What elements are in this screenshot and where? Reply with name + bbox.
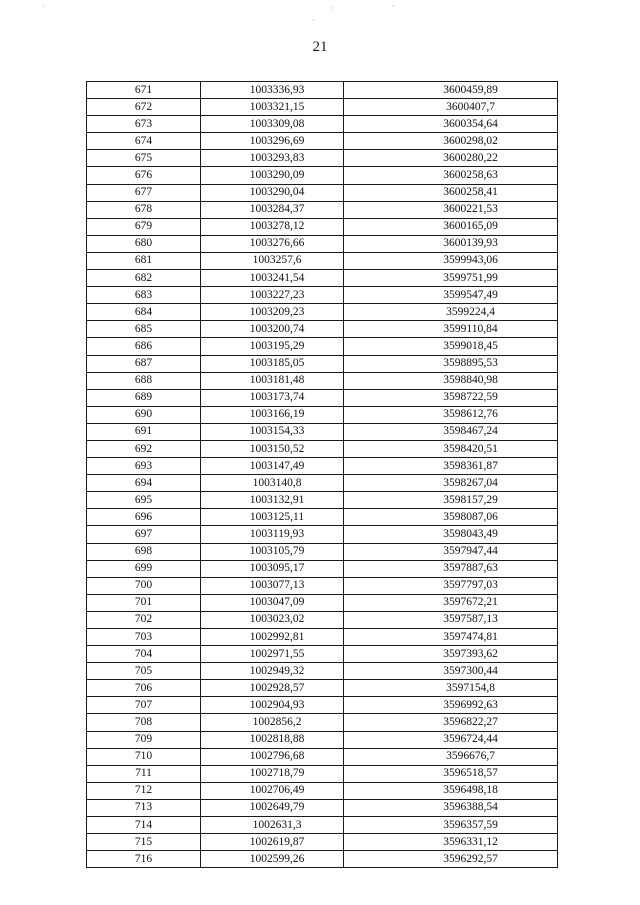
- table-row: [87, 509, 558, 526]
- y-coordinate-cell: 3598361,87: [344, 458, 558, 475]
- scan-artifact: ·: [330, 4, 333, 13]
- point-number-cell: 697: [87, 526, 201, 543]
- table-row: [87, 133, 558, 150]
- point-number-cell: 694: [87, 475, 201, 492]
- point-number-cell: 700: [87, 577, 201, 594]
- point-number-cell: 701: [87, 594, 201, 611]
- table-row: [87, 748, 558, 765]
- y-coordinate-cell: 3599751,99: [344, 270, 558, 287]
- y-coordinate-cell: 3596992,63: [344, 697, 558, 714]
- x-coordinate-cell: 1003132,91: [201, 492, 344, 509]
- table-row: [87, 270, 558, 287]
- x-coordinate-cell: 1003290,04: [201, 184, 344, 201]
- table-row: [87, 458, 558, 475]
- point-number-cell: 681: [87, 252, 201, 269]
- x-coordinate-cell: 1003276,66: [201, 235, 344, 252]
- x-coordinate-cell: 1003023,02: [201, 611, 344, 628]
- point-number-cell: 713: [87, 799, 201, 816]
- x-coordinate-cell: 1002649,79: [201, 799, 344, 816]
- x-coordinate-cell: 1002928,57: [201, 680, 344, 697]
- x-coordinate-cell: 1003147,49: [201, 458, 344, 475]
- y-coordinate-cell: 3600258,63: [344, 167, 558, 184]
- coordinates-table: [86, 81, 558, 868]
- point-number-cell: 685: [87, 321, 201, 338]
- x-coordinate-cell: 1003290,09: [201, 167, 344, 184]
- y-coordinate-cell: 3600298,02: [344, 133, 558, 150]
- point-number-cell: 676: [87, 167, 201, 184]
- point-number-cell: 683: [87, 287, 201, 304]
- x-coordinate-cell: 1002631,3: [201, 817, 344, 834]
- point-number-cell: 702: [87, 611, 201, 628]
- table-row: [87, 663, 558, 680]
- x-coordinate-cell: 1002904,93: [201, 697, 344, 714]
- x-coordinate-cell: 1003140,8: [201, 475, 344, 492]
- y-coordinate-cell: 3596518,57: [344, 765, 558, 782]
- x-coordinate-cell: 1003119,93: [201, 526, 344, 543]
- point-number-cell: 693: [87, 458, 201, 475]
- table-row: [87, 304, 558, 321]
- y-coordinate-cell: 3599943,06: [344, 252, 558, 269]
- table-row: [87, 389, 558, 406]
- point-number-cell: 672: [87, 99, 201, 116]
- x-coordinate-cell: 1002619,87: [201, 834, 344, 851]
- scan-artifact: ·: [312, 16, 315, 25]
- point-number-cell: 715: [87, 834, 201, 851]
- y-coordinate-cell: 3598895,53: [344, 355, 558, 372]
- y-coordinate-cell: 3597154,8: [344, 680, 558, 697]
- y-coordinate-cell: 3597947,44: [344, 543, 558, 560]
- y-coordinate-cell: 3600354,64: [344, 116, 558, 133]
- y-coordinate-cell: 3596676,7: [344, 748, 558, 765]
- x-coordinate-cell: 1003293,83: [201, 150, 344, 167]
- point-number-cell: 680: [87, 235, 201, 252]
- table-row: [87, 714, 558, 731]
- table-row: [87, 252, 558, 269]
- y-coordinate-cell: 3597797,03: [344, 577, 558, 594]
- x-coordinate-cell: 1002971,55: [201, 646, 344, 663]
- point-number-cell: 703: [87, 629, 201, 646]
- point-number-cell: 674: [87, 133, 201, 150]
- x-coordinate-cell: 1003154,33: [201, 423, 344, 440]
- point-number-cell: 706: [87, 680, 201, 697]
- point-number-cell: 671: [87, 82, 201, 99]
- y-coordinate-cell: 3597300,44: [344, 663, 558, 680]
- table-row: [87, 731, 558, 748]
- x-coordinate-cell: 1003209,23: [201, 304, 344, 321]
- x-coordinate-cell: 1003195,29: [201, 338, 344, 355]
- x-coordinate-cell: 1003257,6: [201, 252, 344, 269]
- point-number-cell: 677: [87, 184, 201, 201]
- y-coordinate-cell: 3596388,54: [344, 799, 558, 816]
- point-number-cell: 682: [87, 270, 201, 287]
- point-number-cell: 675: [87, 150, 201, 167]
- point-number-cell: 711: [87, 765, 201, 782]
- y-coordinate-cell: 3598840,98: [344, 372, 558, 389]
- table-row: [87, 680, 558, 697]
- y-coordinate-cell: 3600459,89: [344, 82, 558, 99]
- point-number-cell: 712: [87, 782, 201, 799]
- y-coordinate-cell: 3598267,04: [344, 475, 558, 492]
- table-row: [87, 851, 558, 868]
- point-number-cell: 709: [87, 731, 201, 748]
- x-coordinate-cell: 1003047,09: [201, 594, 344, 611]
- y-coordinate-cell: 3598722,59: [344, 389, 558, 406]
- table-row: [87, 372, 558, 389]
- y-coordinate-cell: 3596498,18: [344, 782, 558, 799]
- point-number-cell: 686: [87, 338, 201, 355]
- y-coordinate-cell: 3600221,53: [344, 201, 558, 218]
- table-row: [87, 817, 558, 834]
- table-row: [87, 782, 558, 799]
- table-row: [87, 201, 558, 218]
- coordinates-table-body: [87, 82, 558, 868]
- y-coordinate-cell: 3598043,49: [344, 526, 558, 543]
- x-coordinate-cell: 1002992,81: [201, 629, 344, 646]
- point-number-cell: 691: [87, 423, 201, 440]
- table-row: [87, 423, 558, 440]
- x-coordinate-cell: 1003150,52: [201, 440, 344, 457]
- x-coordinate-cell: 1002706,49: [201, 782, 344, 799]
- x-coordinate-cell: 1003077,13: [201, 577, 344, 594]
- point-number-cell: 699: [87, 560, 201, 577]
- y-coordinate-cell: 3596331,12: [344, 834, 558, 851]
- table-row: [87, 184, 558, 201]
- table-row: [87, 799, 558, 816]
- table-row: [87, 560, 558, 577]
- table-row: [87, 116, 558, 133]
- table-row: [87, 697, 558, 714]
- y-coordinate-cell: 3599018,45: [344, 338, 558, 355]
- table-row: [87, 218, 558, 235]
- x-coordinate-cell: 1003185,05: [201, 355, 344, 372]
- y-coordinate-cell: 3599547,49: [344, 287, 558, 304]
- point-number-cell: 707: [87, 697, 201, 714]
- x-coordinate-cell: 1002718,79: [201, 765, 344, 782]
- x-coordinate-cell: 1003227,23: [201, 287, 344, 304]
- point-number-cell: 710: [87, 748, 201, 765]
- table-row: [87, 611, 558, 628]
- point-number-cell: 704: [87, 646, 201, 663]
- scan-artifact: ·: [42, 2, 45, 11]
- table-row: [87, 338, 558, 355]
- point-number-cell: 678: [87, 201, 201, 218]
- x-coordinate-cell: 1003284,37: [201, 201, 344, 218]
- table-row: [87, 834, 558, 851]
- y-coordinate-cell: 3597672,21: [344, 594, 558, 611]
- x-coordinate-cell: 1003200,74: [201, 321, 344, 338]
- scan-artifact: ·: [392, 2, 395, 11]
- y-coordinate-cell: 3597587,13: [344, 611, 558, 628]
- table-row: [87, 167, 558, 184]
- point-number-cell: 688: [87, 372, 201, 389]
- x-coordinate-cell: 1003166,19: [201, 406, 344, 423]
- y-coordinate-cell: 3598467,24: [344, 423, 558, 440]
- y-coordinate-cell: 3600280,22: [344, 150, 558, 167]
- point-number-cell: 698: [87, 543, 201, 560]
- y-coordinate-cell: 3599224,4: [344, 304, 558, 321]
- point-number-cell: 708: [87, 714, 201, 731]
- table-row: [87, 629, 558, 646]
- y-coordinate-cell: 3597887,63: [344, 560, 558, 577]
- x-coordinate-cell: 1002818,88: [201, 731, 344, 748]
- table-row: [87, 526, 558, 543]
- table-row: [87, 765, 558, 782]
- x-coordinate-cell: 1003321,15: [201, 99, 344, 116]
- x-coordinate-cell: 1003241,54: [201, 270, 344, 287]
- y-coordinate-cell: 3599110,84: [344, 321, 558, 338]
- y-coordinate-cell: 3596822,27: [344, 714, 558, 731]
- point-number-cell: 684: [87, 304, 201, 321]
- table-row: [87, 99, 558, 116]
- y-coordinate-cell: 3596357,59: [344, 817, 558, 834]
- table-row: [87, 543, 558, 560]
- table-row: [87, 235, 558, 252]
- x-coordinate-cell: 1003181,48: [201, 372, 344, 389]
- y-coordinate-cell: 3598420,51: [344, 440, 558, 457]
- point-number-cell: 687: [87, 355, 201, 372]
- x-coordinate-cell: 1003095,17: [201, 560, 344, 577]
- y-coordinate-cell: 3596292,57: [344, 851, 558, 868]
- x-coordinate-cell: 1002599,26: [201, 851, 344, 868]
- table-row: [87, 475, 558, 492]
- point-number-cell: 716: [87, 851, 201, 868]
- y-coordinate-cell: 3600165,09: [344, 218, 558, 235]
- y-coordinate-cell: 3598612,76: [344, 406, 558, 423]
- point-number-cell: 696: [87, 509, 201, 526]
- y-coordinate-cell: 3598087,06: [344, 509, 558, 526]
- y-coordinate-cell: 3597474,81: [344, 629, 558, 646]
- page-number: 21: [312, 39, 328, 55]
- point-number-cell: 692: [87, 440, 201, 457]
- point-number-cell: 679: [87, 218, 201, 235]
- point-number-cell: 673: [87, 116, 201, 133]
- x-coordinate-cell: 1003336,93: [201, 82, 344, 99]
- table-row: [87, 150, 558, 167]
- x-coordinate-cell: 1002796,68: [201, 748, 344, 765]
- x-coordinate-cell: 1003173,74: [201, 389, 344, 406]
- table-row: [87, 82, 558, 99]
- x-coordinate-cell: 1003125,11: [201, 509, 344, 526]
- table-row: [87, 321, 558, 338]
- y-coordinate-cell: 3598157,29: [344, 492, 558, 509]
- point-number-cell: 689: [87, 389, 201, 406]
- x-coordinate-cell: 1002856,2: [201, 714, 344, 731]
- x-coordinate-cell: 1003309,08: [201, 116, 344, 133]
- x-coordinate-cell: 1003105,79: [201, 543, 344, 560]
- table-row: [87, 355, 558, 372]
- table-row: [87, 406, 558, 423]
- table-row: [87, 492, 558, 509]
- point-number-cell: 705: [87, 663, 201, 680]
- y-coordinate-cell: 3596724,44: [344, 731, 558, 748]
- point-number-cell: 695: [87, 492, 201, 509]
- table-row: [87, 594, 558, 611]
- table-row: [87, 440, 558, 457]
- table-row: [87, 287, 558, 304]
- x-coordinate-cell: 1003278,12: [201, 218, 344, 235]
- y-coordinate-cell: 3597393,62: [344, 646, 558, 663]
- point-number-cell: 714: [87, 817, 201, 834]
- table-row: [87, 646, 558, 663]
- y-coordinate-cell: 3600139,93: [344, 235, 558, 252]
- y-coordinate-cell: 3600407,7: [344, 99, 558, 116]
- point-number-cell: 690: [87, 406, 201, 423]
- x-coordinate-cell: 1003296,69: [201, 133, 344, 150]
- x-coordinate-cell: 1002949,32: [201, 663, 344, 680]
- table-row: [87, 577, 558, 594]
- y-coordinate-cell: 3600258,41: [344, 184, 558, 201]
